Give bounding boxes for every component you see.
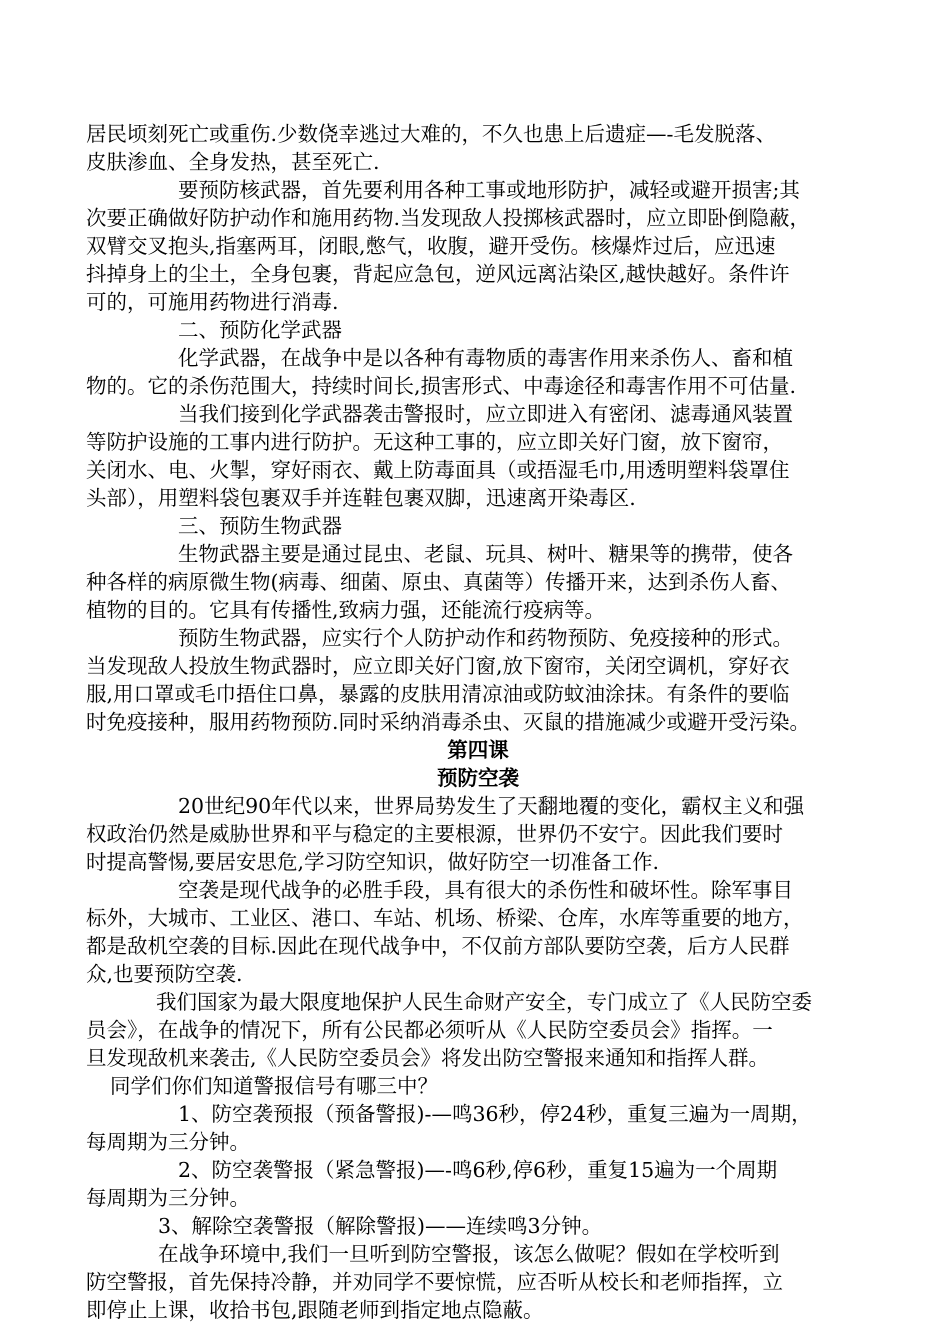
body-text-line: 化学武器，在战争中是以各种有毒物质的毒害作用来杀伤人、畜和植 — [178, 346, 793, 370]
list-item: 2、防空袭警报（紧急警报)—-鸣6秒,停6秒，重复15遍为一个周期 — [178, 1158, 778, 1182]
list-item: 1、防空袭预报（预备警报)-—鸣36秒，停24秒，重复三遍为一周期， — [178, 1102, 812, 1126]
section-heading: 三、预防生物武器 — [178, 514, 342, 538]
body-text-line: 要预防核武器，首先要利用各种工事或地形防护，减轻或避开损害;其 — [178, 178, 800, 202]
body-text-line: 服,用口罩或毛巾捂住口鼻，暴露的皮肤用清凉油或防蚊油涂抹。有条件的要临 — [86, 682, 790, 706]
body-text-line: 员会》，在战争的情况下，所有公民都必须听从《人民防空委员会》指挥。一 — [86, 1018, 773, 1042]
body-text-line: 权政治仍然是威胁世界和平与稳定的主要根源，世界仍不安宁。因此我们要时 — [86, 822, 783, 846]
lesson-title: 第四课 — [447, 738, 509, 762]
body-text-line: 时提高警惕,要居安思危,学习防空知识，做好防空一切准备工作. — [86, 850, 660, 874]
body-text-line: 植物的目的。它具有传播性,致病力强，还能流行疫病等。 — [86, 598, 606, 622]
body-text-line: 防空警报，首先保持冷静，并劝同学不要惊慌，应否听从校长和老师指挥，立 — [86, 1270, 783, 1294]
body-text-line: 关闭水、电、火掣，穿好雨衣、戴上防毒面具（或捂湿毛巾,用透明塑料袋罩住 — [86, 458, 790, 482]
body-text-line: 在战争环境中,我们一旦听到防空警报，该怎么做呢？假如在学校听到 — [158, 1242, 780, 1266]
body-text-line: 每周期为三分钟。 — [86, 1130, 250, 1154]
body-text-line: 居民顷刻死亡或重伤.少数侥幸逃过大难的，不久也患上后遗症—-毛发脱落、 — [86, 122, 776, 146]
body-text-line: 空袭是现代战争的必胜手段，具有很大的杀伤性和破坏性。除军事目 — [178, 878, 793, 902]
body-text-line: 当我们接到化学武器袭击警报时，应立即进入有密闭、滤毒通风装置 — [178, 402, 793, 426]
body-text-line: 双臂交叉抱头,指塞两耳，闭眼,憋气，收腹，避开受伤。核爆炸过后，应迅速 — [86, 234, 776, 258]
body-text-line: 旦发现敌机来袭击,《人民防空委员会》将发出防空警报来通知和指挥人群。 — [86, 1046, 770, 1070]
body-text-line: 次要正确做好防护动作和施用药物.当发现敌人投掷核武器时，应立即卧倒隐蔽， — [86, 206, 811, 230]
body-text-line: 即停止上课，收拾书包,跟随老师到指定地点隐蔽。 — [86, 1298, 544, 1322]
list-item: 3、解除空袭警报（解除警报)——连续鸣3分钟。 — [158, 1214, 603, 1238]
body-text-line: 我们国家为最大限度地保护人民生命财产安全，专门成立了《人民防空委 — [156, 990, 812, 1014]
section-heading: 二、预防化学武器 — [178, 318, 342, 342]
body-text-line: 预防生物武器，应实行个人防护动作和药物预防、免疫接种的形式。 — [178, 626, 793, 650]
body-text-line: 每周期为三分钟。 — [86, 1186, 250, 1210]
body-text-line: 头部），用塑料袋包裹双手并连鞋包裹双脚，迅速离开染毒区. — [86, 486, 636, 510]
body-text-line: 可的，可施用药物进行消毒. — [86, 290, 339, 314]
body-text-line: 同学们你们知道警报信号有哪三中？ — [110, 1074, 438, 1098]
body-text-line: 抖掉身上的尘土，全身包裹，背起应急包，逆风远离沾染区,越快越好。条件许 — [86, 262, 790, 286]
body-text-line: 皮肤渗血、全身发热，甚至死亡. — [86, 150, 380, 174]
body-text-line: 种各样的病原微生物(病毒、细菌、原虫、真菌等）传播开来，达到杀伤人畜、 — [86, 570, 791, 594]
body-text-line: 当发现敌人投放生物武器时，应立即关好门窗,放下窗帘，关闭空调机，穿好衣 — [86, 654, 790, 678]
lesson-subtitle: 预防空袭 — [437, 766, 519, 790]
body-text-line: 等防护设施的工事内进行防护。无这种工事的，应立即关好门窗，放下窗帘， — [86, 430, 783, 454]
body-text-line: 众,也要预防空袭. — [86, 962, 243, 986]
body-text-line: 都是敌机空袭的目标.因此在现代战争中，不仅前方部队要防空袭，后方人民群 — [86, 934, 790, 958]
body-text-line: 生物武器主要是通过昆虫、老鼠、玩具、树叶、糖果等的携带，使各 — [178, 542, 793, 566]
body-text-line: 20世纪90年代以来，世界局势发生了天翻地覆的变化，霸权主义和强 — [178, 794, 805, 818]
body-text-line: 标外，大城市、工业区、港口、车站、机场、桥梁、仓库，水库等重要的地方， — [86, 906, 804, 930]
body-text-line: 物的。它的杀伤范围大，持续时间长,损害形式、中毒途径和毒害作用不可估量. — [86, 374, 797, 398]
body-text-line: 时免疫接种，服用药物预防.同时采纳消毒杀虫、灭鼠的措施减少或避开受污染。 — [86, 710, 811, 734]
